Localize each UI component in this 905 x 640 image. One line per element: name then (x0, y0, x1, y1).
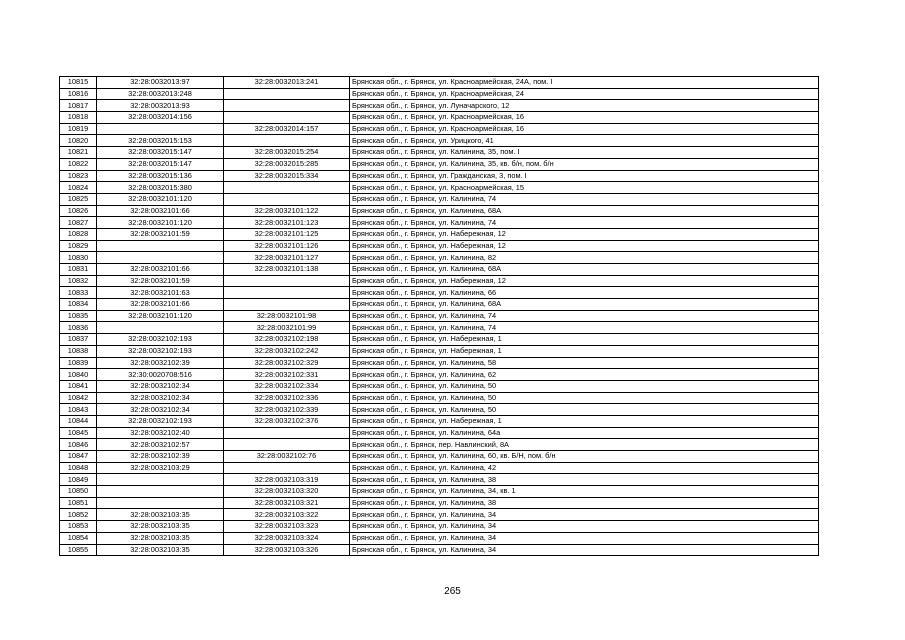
address-cell: Брянская обл., г. Брянск, ул. Калинина, 42 (350, 462, 819, 474)
table-row (60, 228, 819, 240)
page-number: 265 (444, 586, 461, 597)
cadastral-number-cell (97, 486, 224, 498)
row-number-cell: 10853 (60, 521, 97, 533)
object-cadastral-number-cell (224, 462, 350, 474)
address-cell: Брянская обл., г. Брянск, ул. Гражданская, 3, пом. I (350, 170, 819, 182)
address-cell: Брянская обл., г. Брянск, ул. Калинина, 50 (350, 380, 819, 392)
address-cell: Брянская обл., г. Брянск, ул. Красноармейская, 16 (350, 112, 819, 124)
object-cadastral-number-cell (224, 299, 350, 311)
table-body (60, 77, 819, 556)
address-cell: Брянская обл., г. Брянск, ул. Набережная, 12 (350, 228, 819, 240)
object-cadastral-number-cell (224, 439, 350, 451)
row-number-cell: 10815 (60, 77, 97, 89)
row-number-cell: 10827 (60, 217, 97, 229)
cadastral-number-cell (97, 123, 224, 135)
table-row (60, 252, 819, 264)
row-number-cell: 10840 (60, 369, 97, 381)
address-cell: Брянская обл., г. Брянск, ул. Калинина, 34 (350, 544, 819, 556)
row-number-cell: 10816 (60, 88, 97, 100)
row-number-cell: 10854 (60, 532, 97, 544)
row-number-cell: 10818 (60, 112, 97, 124)
cadastral-number-cell: 32:28:0032103:35 (97, 509, 224, 521)
object-cadastral-number-cell (224, 88, 350, 100)
table-row (60, 439, 819, 451)
table-row (60, 345, 819, 357)
row-number-cell: 10828 (60, 228, 97, 240)
row-number-cell: 10817 (60, 100, 97, 112)
row-number-cell: 10823 (60, 170, 97, 182)
table-row (60, 310, 819, 322)
address-cell: Брянская обл., г. Брянск, ул. Красноармейская, 16 (350, 123, 819, 135)
object-cadastral-number-cell: 32:28:0032103:322 (224, 509, 350, 521)
object-cadastral-number-cell: 32:28:0032101:126 (224, 240, 350, 252)
row-number-cell: 10825 (60, 193, 97, 205)
address-cell: Брянская обл., г. Брянск, ул. Калинина, 38 (350, 497, 819, 509)
row-number-cell: 10838 (60, 345, 97, 357)
cadastral-number-cell: 32:28:0032101:66 (97, 205, 224, 217)
object-cadastral-number-cell (224, 135, 350, 147)
object-cadastral-number-cell: 32:28:0032102:76 (224, 451, 350, 463)
table-row (60, 544, 819, 556)
address-cell: Брянская обл., г. Брянск, ул. Калинина, 74 (350, 193, 819, 205)
cadastral-number-cell: 32:28:0032013:97 (97, 77, 224, 89)
object-cadastral-number-cell: 32:28:0032102:198 (224, 334, 350, 346)
table-row (60, 532, 819, 544)
table-row (60, 147, 819, 159)
address-cell: Брянская обл., г. Брянск, ул. Калинина, 38 (350, 474, 819, 486)
row-number-cell: 10845 (60, 427, 97, 439)
object-cadastral-number-cell (224, 182, 350, 194)
table-row (60, 170, 819, 182)
object-cadastral-number-cell: 32:28:0032102:329 (224, 357, 350, 369)
address-cell: Брянская обл., г. Брянск, ул. Калинина, 50 (350, 392, 819, 404)
cadastral-number-cell: 32:28:0032103:35 (97, 532, 224, 544)
row-number-cell: 10851 (60, 497, 97, 509)
object-cadastral-number-cell: 32:28:0032102:376 (224, 415, 350, 427)
object-cadastral-number-cell: 32:28:0032101:125 (224, 228, 350, 240)
cadastral-number-cell: 32:28:0032103:29 (97, 462, 224, 474)
cadastral-number-cell: 32:28:0032015:136 (97, 170, 224, 182)
object-cadastral-number-cell: 32:28:0032102:331 (224, 369, 350, 381)
object-cadastral-number-cell (224, 287, 350, 299)
address-cell: Брянская обл., г. Брянск, ул. Красноармейская, 24А, пом. I (350, 77, 819, 89)
cadastral-number-cell: 32:28:0032015:153 (97, 135, 224, 147)
cadastral-number-cell: 32:28:0032101:120 (97, 217, 224, 229)
table-row (60, 135, 819, 147)
row-number-cell: 10852 (60, 509, 97, 521)
address-cell: Брянская обл., г. Брянск, ул. Красноармейская, 24 (350, 88, 819, 100)
object-cadastral-number-cell: 32:28:0032103:321 (224, 497, 350, 509)
cadastral-number-cell: 32:28:0032101:120 (97, 193, 224, 205)
address-cell: Брянская обл., г. Брянск, ул. Калинина, 74 (350, 322, 819, 334)
address-cell: Брянская обл., г. Брянск, ул. Калинина, 74 (350, 217, 819, 229)
table-row (60, 322, 819, 334)
table-row (60, 299, 819, 311)
cadastral-number-cell: 32:28:0032103:35 (97, 544, 224, 556)
cadastral-number-cell: 32:28:0032102:34 (97, 392, 224, 404)
object-cadastral-number-cell: 32:28:0032101:99 (224, 322, 350, 334)
object-cadastral-number-cell: 32:28:0032102:334 (224, 380, 350, 392)
address-cell: Брянская обл., г. Брянск, ул. Урицкого, 41 (350, 135, 819, 147)
cadastral-number-cell: 32:28:0032101:66 (97, 264, 224, 276)
row-number-cell: 10847 (60, 451, 97, 463)
address-cell: Брянская обл., г. Брянск, ул. Набережная, 1 (350, 415, 819, 427)
object-cadastral-number-cell: 32:28:0032102:336 (224, 392, 350, 404)
address-cell: Брянская обл., г. Брянск, ул. Калинина, 34 (350, 509, 819, 521)
row-number-cell: 10843 (60, 404, 97, 416)
object-cadastral-number-cell (224, 427, 350, 439)
address-cell: Брянская обл., г. Брянск, ул. Набережная, 1 (350, 345, 819, 357)
object-cadastral-number-cell: 32:28:0032102:242 (224, 345, 350, 357)
address-cell: Брянская обл., г. Брянск, ул. Набережная, 12 (350, 275, 819, 287)
cadastral-number-cell: 32:28:0032101:59 (97, 275, 224, 287)
address-cell: Брянская обл., г. Брянск, ул. Калинина, 34, кв. 1 (350, 486, 819, 498)
object-cadastral-number-cell (224, 112, 350, 124)
address-cell: Брянская обл., г. Брянск, ул. Калинина, 82 (350, 252, 819, 264)
object-cadastral-number-cell: 32:28:0032103:319 (224, 474, 350, 486)
cadastral-number-cell: 32:28:0032103:35 (97, 521, 224, 533)
table-row (60, 392, 819, 404)
table-row (60, 123, 819, 135)
cadastral-number-cell: 32:30:0020708:516 (97, 369, 224, 381)
row-number-cell: 10850 (60, 486, 97, 498)
table-row (60, 521, 819, 533)
table-row (60, 112, 819, 124)
row-number-cell: 10855 (60, 544, 97, 556)
object-cadastral-number-cell: 32:28:0032102:339 (224, 404, 350, 416)
cadastral-number-cell: 32:28:0032102:39 (97, 357, 224, 369)
row-number-cell: 10826 (60, 205, 97, 217)
cadastral-number-cell: 32:28:0032015:380 (97, 182, 224, 194)
address-cell: Брянская обл., г. Брянск, ул. Калинина, 62 (350, 369, 819, 381)
cadastral-number-cell: 32:28:0032013:248 (97, 88, 224, 100)
table-row (60, 334, 819, 346)
table-row (60, 158, 819, 170)
table-row (60, 474, 819, 486)
row-number-cell: 10832 (60, 275, 97, 287)
object-cadastral-number-cell: 32:28:0032103:323 (224, 521, 350, 533)
cadastral-number-cell: 32:28:0032102:34 (97, 380, 224, 392)
cadastral-number-cell: 32:28:0032101:66 (97, 299, 224, 311)
object-cadastral-number-cell: 32:28:0032103:326 (224, 544, 350, 556)
row-number-cell: 10849 (60, 474, 97, 486)
address-cell: Брянская обл., г. Брянск, ул. Калинина, 68А (350, 264, 819, 276)
table-row (60, 369, 819, 381)
row-number-cell: 10830 (60, 252, 97, 264)
table-row (60, 486, 819, 498)
row-number-cell: 10835 (60, 310, 97, 322)
object-cadastral-number-cell: 32:28:0032101:122 (224, 205, 350, 217)
table-row (60, 240, 819, 252)
cadastral-number-cell: 32:28:0032102:193 (97, 415, 224, 427)
cadastral-number-cell: 32:28:0032102:193 (97, 345, 224, 357)
cadastral-number-cell: 32:28:0032101:63 (97, 287, 224, 299)
cadastral-number-cell: 32:28:0032102:57 (97, 439, 224, 451)
cadastral-number-cell (97, 252, 224, 264)
row-number-cell: 10831 (60, 264, 97, 276)
object-cadastral-number-cell: 32:28:0032015:285 (224, 158, 350, 170)
object-cadastral-number-cell: 32:28:0032101:138 (224, 264, 350, 276)
cadastral-number-cell: 32:28:0032102:40 (97, 427, 224, 439)
table-row (60, 380, 819, 392)
address-cell: Брянская обл., г. Брянск, пер. Навлинский, 8А (350, 439, 819, 451)
address-cell: Брянская обл., г. Брянск, ул. Калинина, 64а (350, 427, 819, 439)
row-number-cell: 10819 (60, 123, 97, 135)
cadastral-number-cell: 32:28:0032015:147 (97, 158, 224, 170)
row-number-cell: 10837 (60, 334, 97, 346)
table-row (60, 427, 819, 439)
address-cell: Брянская обл., г. Брянск, ул. Набережная, 12 (350, 240, 819, 252)
cadastral-number-cell: 32:28:0032102:34 (97, 404, 224, 416)
address-cell: Брянская обл., г. Брянск, ул. Калинина, 60, кв. Б/Н, пом. б/н (350, 451, 819, 463)
row-number-cell: 10842 (60, 392, 97, 404)
table-row (60, 462, 819, 474)
row-number-cell: 10844 (60, 415, 97, 427)
row-number-cell: 10821 (60, 147, 97, 159)
table-row (60, 100, 819, 112)
object-cadastral-number-cell: 32:28:0032015:254 (224, 147, 350, 159)
cadastral-number-cell: 32:28:0032014:156 (97, 112, 224, 124)
address-cell: Брянская обл., г. Брянск, ул. Калинина, 34 (350, 521, 819, 533)
object-cadastral-number-cell: 32:28:0032015:334 (224, 170, 350, 182)
cadastral-number-cell (97, 474, 224, 486)
object-cadastral-number-cell: 32:28:0032103:320 (224, 486, 350, 498)
address-cell: Брянская обл., г. Брянск, ул. Калинина, 35, кв. б/н, пом. б/н (350, 158, 819, 170)
row-number-cell: 10848 (60, 462, 97, 474)
object-cadastral-number-cell (224, 193, 350, 205)
table-row (60, 497, 819, 509)
table-row (60, 357, 819, 369)
address-cell: Брянская обл., г. Брянск, ул. Калинина, 34 (350, 532, 819, 544)
table-row (60, 217, 819, 229)
table-row (60, 182, 819, 194)
table-row (60, 404, 819, 416)
address-cell: Брянская обл., г. Брянск, ул. Калинина, 58 (350, 357, 819, 369)
row-number-cell: 10822 (60, 158, 97, 170)
object-cadastral-number-cell (224, 275, 350, 287)
table-row (60, 205, 819, 217)
cadastral-number-cell: 32:28:0032101:59 (97, 228, 224, 240)
row-number-cell: 10833 (60, 287, 97, 299)
row-number-cell: 10841 (60, 380, 97, 392)
object-cadastral-number-cell: 32:28:0032013:241 (224, 77, 350, 89)
address-cell: Брянская обл., г. Брянск, ул. Набережная, 1 (350, 334, 819, 346)
table-row (60, 415, 819, 427)
address-cell: Брянская обл., г. Брянск, ул. Калинина, 35, пом. I (350, 147, 819, 159)
cadastral-number-cell: 32:28:0032102:193 (97, 334, 224, 346)
object-cadastral-number-cell: 32:28:0032101:123 (224, 217, 350, 229)
table-row (60, 77, 819, 89)
cadastral-number-cell: 32:28:0032013:93 (97, 100, 224, 112)
row-number-cell: 10834 (60, 299, 97, 311)
table-row (60, 451, 819, 463)
table-row (60, 193, 819, 205)
address-cell: Брянская обл., г. Брянск, ул. Луначарского, 12 (350, 100, 819, 112)
address-cell: Брянская обл., г. Брянск, ул. Калинина, 50 (350, 404, 819, 416)
address-cell: Брянская обл., г. Брянск, ул. Калинина, 68А (350, 205, 819, 217)
address-cell: Брянская обл., г. Брянск, ул. Калинина, 74 (350, 310, 819, 322)
object-cadastral-number-cell: 32:28:0032101:127 (224, 252, 350, 264)
cadastral-number-cell (97, 240, 224, 252)
address-cell: Брянская обл., г. Брянск, ул. Красноармейская, 15 (350, 182, 819, 194)
row-number-cell: 10829 (60, 240, 97, 252)
table-row (60, 509, 819, 521)
row-number-cell: 10846 (60, 439, 97, 451)
row-number-cell: 10820 (60, 135, 97, 147)
row-number-cell: 10836 (60, 322, 97, 334)
table-row (60, 88, 819, 100)
object-cadastral-number-cell: 32:28:0032101:98 (224, 310, 350, 322)
cadastral-number-cell: 32:28:0032102:39 (97, 451, 224, 463)
cadastral-number-cell (97, 322, 224, 334)
row-number-cell: 10839 (60, 357, 97, 369)
table-row (60, 287, 819, 299)
address-cell: Брянская обл., г. Брянск, ул. Калинина, 66 (350, 287, 819, 299)
object-cadastral-number-cell (224, 100, 350, 112)
registry-table (59, 76, 819, 556)
object-cadastral-number-cell: 32:28:0032103:324 (224, 532, 350, 544)
address-cell: Брянская обл., г. Брянск, ул. Калинина, 68А (350, 299, 819, 311)
row-number-cell: 10824 (60, 182, 97, 194)
cadastral-number-cell: 32:28:0032015:147 (97, 147, 224, 159)
table-row (60, 264, 819, 276)
cadastral-number-cell (97, 497, 224, 509)
cadastral-number-cell: 32:28:0032101:120 (97, 310, 224, 322)
object-cadastral-number-cell: 32:28:0032014:157 (224, 123, 350, 135)
table-row (60, 275, 819, 287)
